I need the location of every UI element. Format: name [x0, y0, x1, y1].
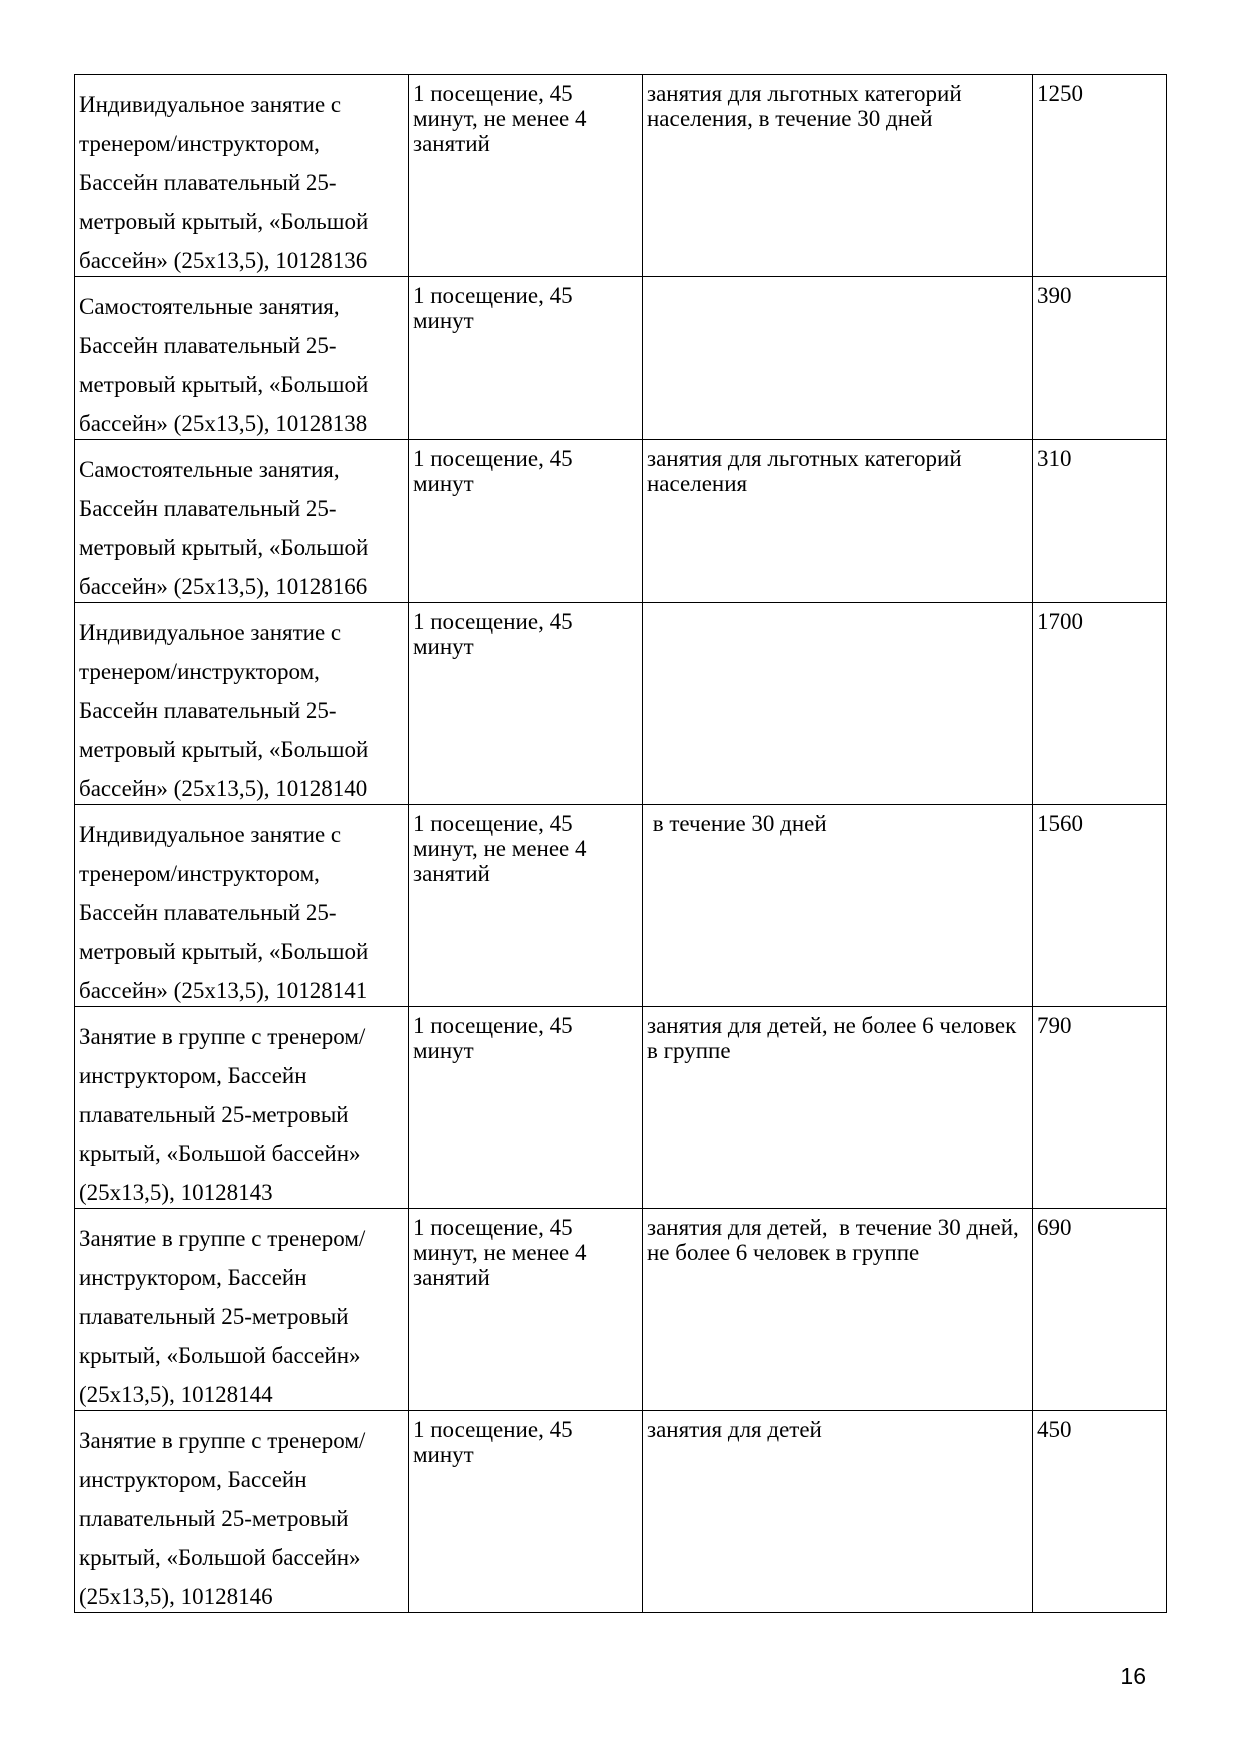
service-name-cell — [75, 75, 409, 277]
price-cell — [1033, 1209, 1167, 1411]
page-number: 16 — [1120, 1663, 1146, 1689]
conditions-cell — [643, 75, 1033, 277]
conditions: занятия для детей, не более 6 человек в группе — [647, 1013, 1017, 1063]
price: 1250 — [1037, 81, 1083, 106]
visit-cell — [409, 603, 643, 805]
visit-duration: 1 посещение, 45 минут — [413, 609, 573, 659]
conditions-cell — [643, 1209, 1033, 1411]
visit-duration: 1 посещение, 45 минут, не менее 4 занятий — [413, 811, 587, 886]
service-name-cell — [75, 1209, 409, 1411]
price: 1560 — [1037, 811, 1083, 836]
visit-duration: 1 посещение, 45 минут, не менее 4 занятий — [413, 81, 587, 156]
visit-duration: 1 посещение, 45 минут, не менее 4 занятий — [413, 1215, 587, 1290]
conditions-cell — [643, 805, 1033, 1007]
service-name-cell — [75, 1411, 409, 1613]
conditions-cell — [643, 1411, 1033, 1613]
conditions-cell — [643, 603, 1033, 805]
price-cell — [1033, 603, 1167, 805]
service-name-cell — [75, 1007, 409, 1209]
price-cell — [1033, 277, 1167, 440]
service-name-cell — [75, 440, 409, 603]
visit-duration: 1 посещение, 45 минут — [413, 1013, 573, 1063]
service-name: Индивидуальное занятие с тренером/инструктором, Бассейн плавательный 25-метровый крытый, «Большой бассейн» (25х13,5), 10128141 — [79, 822, 369, 1003]
price: 790 — [1037, 1013, 1072, 1038]
visit-cell — [409, 1209, 643, 1411]
visit-duration: 1 посещение, 45 минут — [413, 1417, 573, 1467]
price: 390 — [1037, 283, 1072, 308]
service-name: Занятие в группе с тренером/инструктором, Бассейн плавательный 25-метровый крытый, «Большой бассейн» (25х13,5), 10128146 — [79, 1428, 366, 1609]
price: 310 — [1037, 446, 1072, 471]
service-name: Занятие в группе с тренером/инструктором, Бассейн плавательный 25-метровый крытый, «Большой бассейн» (25х13,5), 10128144 — [79, 1226, 366, 1407]
service-name: Индивидуальное занятие с тренером/инструктором, Бассейн плавательный 25-метровый крытый, «Большой бассейн» (25х13,5), 10128140 — [79, 620, 369, 801]
service-name: Самостоятельные занятия, Бассейн плавательный 25-метровый крытый, «Большой бассейн» (25х13,5), 10128138 — [79, 294, 369, 436]
tariff-table — [74, 74, 1167, 1613]
table-row — [75, 1411, 1167, 1613]
price-cell — [1033, 1007, 1167, 1209]
price-cell — [1033, 75, 1167, 277]
visit-cell — [409, 440, 643, 603]
conditions: занятия для детей — [647, 1417, 822, 1442]
service-name-cell — [75, 603, 409, 805]
price: 450 — [1037, 1417, 1072, 1442]
price-cell — [1033, 440, 1167, 603]
price-cell — [1033, 1411, 1167, 1613]
price: 1700 — [1037, 609, 1083, 634]
price: 690 — [1037, 1215, 1072, 1240]
service-name-cell — [75, 277, 409, 440]
service-name: Индивидуальное занятие с тренером/инструктором, Бассейн плавательный 25-метровый крытый, «Большой бассейн» (25х13,5), 10128136 — [79, 92, 369, 273]
table-row — [75, 603, 1167, 805]
visit-cell — [409, 1007, 643, 1209]
visit-cell — [409, 75, 643, 277]
conditions — [643, 277, 1032, 283]
conditions-cell — [643, 1007, 1033, 1209]
visit-duration: 1 посещение, 45 минут — [413, 283, 573, 333]
table-row — [75, 805, 1167, 1007]
visit-duration: 1 посещение, 45 минут — [413, 446, 573, 496]
conditions: занятия для детей, в течение 30 дней, не более 6 человек в группе — [647, 1215, 1025, 1265]
conditions-cell — [643, 277, 1033, 440]
conditions: в течение 30 дней — [647, 811, 827, 836]
service-name: Самостоятельные занятия, Бассейн плавательный 25-метровый крытый, «Большой бассейн» (25х13,5), 10128166 — [79, 457, 369, 599]
service-name: Занятие в группе с тренером/инструктором, Бассейн плавательный 25-метровый крытый, «Большой бассейн» (25х13,5), 10128143 — [79, 1024, 366, 1205]
service-name-cell — [75, 805, 409, 1007]
table-row — [75, 440, 1167, 603]
table-row — [75, 1209, 1167, 1411]
conditions: занятия для льготных категорий населения, в течение 30 дней — [647, 81, 962, 131]
visit-cell — [409, 1411, 643, 1613]
table-row — [75, 277, 1167, 440]
table-row — [75, 75, 1167, 277]
table-row — [75, 1007, 1167, 1209]
conditions — [643, 603, 1032, 609]
price-cell — [1033, 805, 1167, 1007]
conditions: занятия для льготных категорий населения — [647, 446, 962, 496]
conditions-cell — [643, 440, 1033, 603]
visit-cell — [409, 277, 643, 440]
visit-cell — [409, 805, 643, 1007]
